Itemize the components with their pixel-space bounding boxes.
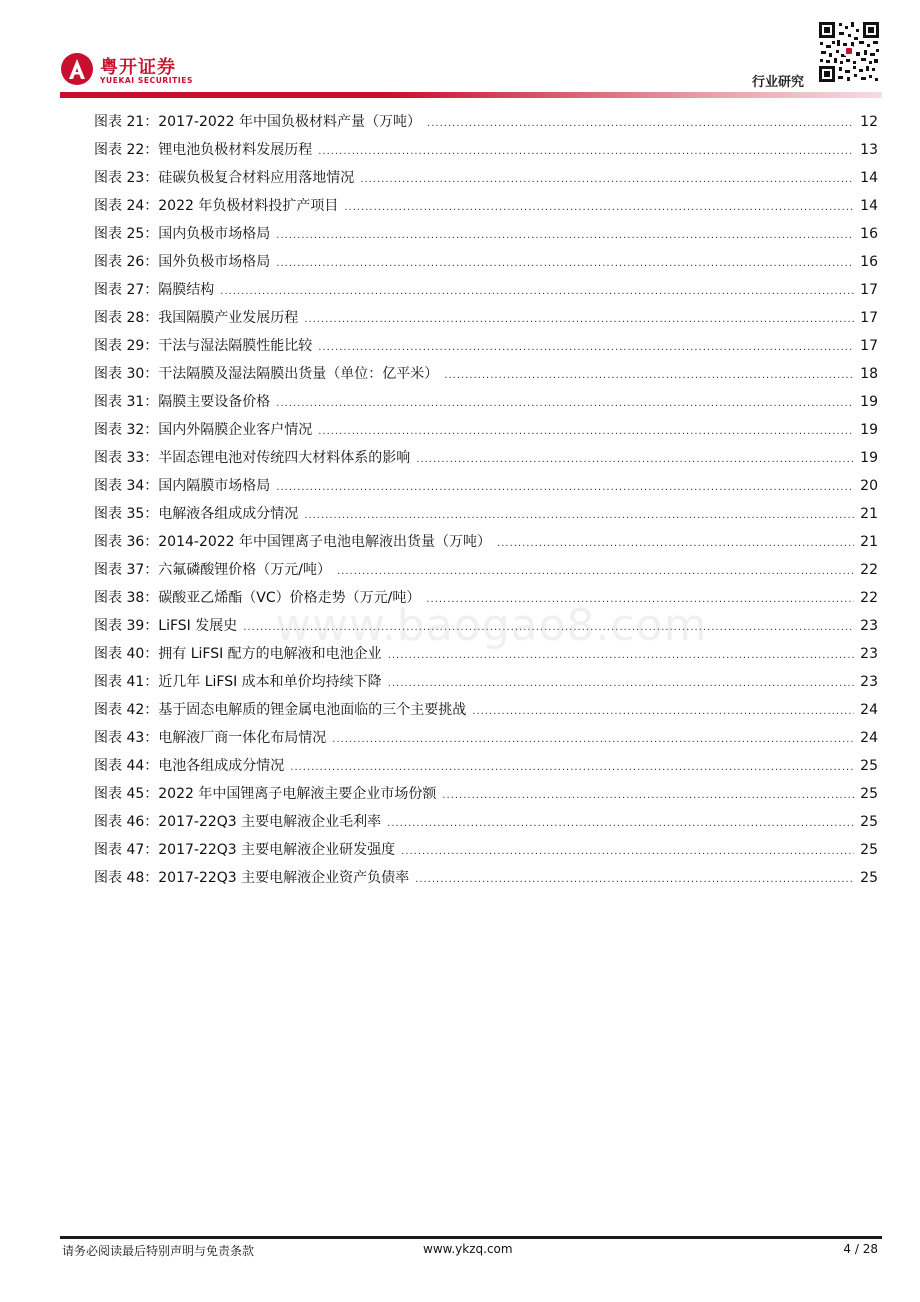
toc-dot-leader — [360, 166, 854, 194]
toc-entry-page[interactable]: 23 — [860, 674, 878, 690]
toc-dot-leader — [332, 726, 854, 754]
toc-entry-label[interactable]: 图表 37：六氟磷酸锂价格（万元/吨） — [94, 562, 331, 578]
toc-entry-page[interactable]: 16 — [860, 226, 878, 242]
toc-entry-page[interactable]: 25 — [860, 814, 878, 830]
toc-entry[interactable] — [94, 248, 878, 276]
section-tag: 行业研究 — [752, 75, 805, 90]
logo-english-name: YUEKAI SECURITIES — [100, 76, 193, 85]
toc-entry-label[interactable]: 图表 48：2017-22Q3 主要电解液企业资产负债率 — [94, 870, 410, 886]
toc-entry-page[interactable]: 19 — [860, 450, 878, 466]
toc-entry[interactable] — [94, 584, 878, 612]
toc-entry[interactable] — [94, 696, 878, 724]
toc-entry[interactable] — [94, 220, 878, 248]
toc-entry[interactable] — [94, 192, 878, 220]
toc-entry-label[interactable]: 图表 39：LiFSI 发展史 — [94, 618, 238, 634]
toc-entry[interactable] — [94, 864, 878, 892]
toc-entry[interactable] — [94, 528, 878, 556]
toc-dot-leader — [276, 474, 854, 502]
toc-entry-page[interactable]: 17 — [860, 338, 878, 354]
toc-entry-page[interactable]: 24 — [860, 702, 878, 718]
toc-dot-leader — [472, 698, 854, 726]
toc-entry-label[interactable]: 图表 21：2017-2022 年中国负极材料产量（万吨） — [94, 114, 422, 130]
table-of-figures — [94, 108, 878, 892]
toc-entry[interactable] — [94, 136, 878, 164]
toc-entry-label[interactable]: 图表 35：电解液各组成成分情况 — [94, 506, 299, 522]
toc-entry[interactable] — [94, 780, 878, 808]
toc-entry[interactable] — [94, 164, 878, 192]
toc-entry-page[interactable]: 14 — [860, 170, 878, 186]
toc-entry-label[interactable]: 图表 23：硅碳负极复合材料应用落地情况 — [94, 170, 355, 186]
toc-dot-leader — [388, 670, 854, 698]
toc-entry-label[interactable]: 图表 40：拥有 LiFSI 配方的电解液和电池企业 — [94, 646, 382, 662]
logo-chinese-name: 粤开证券 — [100, 57, 176, 78]
toc-dot-leader — [344, 194, 854, 222]
toc-entry[interactable] — [94, 416, 878, 444]
watermark: www.baogao8.com — [275, 600, 708, 651]
toc-dot-leader — [318, 418, 854, 446]
toc-entry-page[interactable]: 21 — [860, 534, 878, 550]
toc-entry-page[interactable]: 14 — [860, 198, 878, 214]
toc-entry-page[interactable]: 23 — [860, 618, 878, 634]
toc-entry-label[interactable]: 图表 42：基于固态电解质的锂金属电池面临的三个主要挑战 — [94, 702, 467, 718]
qr-code-icon — [817, 20, 881, 84]
toc-entry[interactable] — [94, 332, 878, 360]
toc-entry-page[interactable]: 23 — [860, 646, 878, 662]
toc-dot-leader — [318, 138, 854, 166]
toc-entry[interactable] — [94, 556, 878, 584]
toc-dot-leader — [388, 642, 854, 670]
toc-dot-leader — [243, 614, 854, 642]
toc-entry-page[interactable]: 25 — [860, 786, 878, 802]
toc-entry-label[interactable]: 图表 44：电池各组成成分情况 — [94, 758, 285, 774]
toc-entry-page[interactable]: 25 — [860, 842, 878, 858]
toc-dot-leader — [337, 558, 854, 586]
toc-dot-leader — [276, 390, 854, 418]
toc-entry-label[interactable]: 图表 24：2022 年负极材料投扩产项目 — [94, 198, 339, 214]
toc-entry[interactable] — [94, 472, 878, 500]
toc-entry-label[interactable]: 图表 45：2022 年中国锂离子电解液主要企业市场份额 — [94, 786, 437, 802]
toc-entry-label[interactable]: 图表 43：电解液厂商一体化布局情况 — [94, 730, 327, 746]
toc-entry-label[interactable]: 图表 30：干法隔膜及湿法隔膜出货量（单位：亿平米） — [94, 366, 439, 382]
toc-entry-page[interactable]: 19 — [860, 394, 878, 410]
toc-dot-leader — [427, 110, 854, 138]
toc-entry-label[interactable]: 图表 47：2017-22Q3 主要电解液企业研发强度 — [94, 842, 396, 858]
footer-divider — [60, 1236, 882, 1239]
toc-entry[interactable] — [94, 612, 878, 640]
toc-entry-label[interactable]: 图表 27：隔膜结构 — [94, 282, 215, 298]
toc-entry-page[interactable]: 22 — [860, 590, 878, 606]
page-number: 4 / 28 — [843, 1242, 878, 1256]
toc-entry[interactable] — [94, 360, 878, 388]
toc-entry-label[interactable]: 图表 29：干法与湿法隔膜性能比较 — [94, 338, 313, 354]
toc-dot-leader — [444, 362, 854, 390]
toc-dot-leader — [276, 222, 854, 250]
toc-dot-leader — [416, 446, 854, 474]
toc-entry[interactable] — [94, 808, 878, 836]
toc-entry-page[interactable]: 19 — [860, 422, 878, 438]
toc-entry[interactable] — [94, 836, 878, 864]
toc-entry-label[interactable]: 图表 34：国内隔膜市场格局 — [94, 478, 271, 494]
toc-entry-page[interactable]: 24 — [860, 730, 878, 746]
yuekai-logo-icon — [60, 52, 94, 86]
toc-entry[interactable] — [94, 276, 878, 304]
footer-website[interactable]: www.ykzq.com — [423, 1242, 513, 1256]
toc-entry-label[interactable]: 图表 46：2017-22Q3 主要电解液企业毛利率 — [94, 814, 382, 830]
toc-entry-label[interactable]: 图表 26：国外负极市场格局 — [94, 254, 271, 270]
toc-entry-page[interactable]: 17 — [860, 282, 878, 298]
toc-entry-page[interactable]: 21 — [860, 506, 878, 522]
toc-entry-label[interactable]: 图表 25：国内负极市场格局 — [94, 226, 271, 242]
toc-entry-page[interactable]: 18 — [860, 366, 878, 382]
toc-entry-label[interactable]: 图表 41：近几年 LiFSI 成本和单价均持续下降 — [94, 674, 382, 690]
toc-dot-leader — [318, 334, 854, 362]
toc-entry[interactable] — [94, 668, 878, 696]
toc-entry-label[interactable]: 图表 33：半固态锂电池对传统四大材料体系的影响 — [94, 450, 411, 466]
footer-disclaimer: 请务必阅读最后特别声明与免责条款 — [62, 1244, 255, 1258]
toc-dot-leader — [220, 278, 854, 306]
toc-dot-leader — [442, 782, 854, 810]
toc-entry-label[interactable]: 图表 32：国内外隔膜企业客户情况 — [94, 422, 313, 438]
toc-entry-page[interactable]: 25 — [860, 758, 878, 774]
toc-entry-label[interactable]: 图表 22：锂电池负极材料发展历程 — [94, 142, 313, 158]
toc-dot-leader — [497, 530, 854, 558]
toc-entry[interactable] — [94, 500, 878, 528]
company-logo — [60, 52, 210, 88]
toc-dot-leader — [387, 810, 854, 838]
toc-dot-leader — [276, 250, 854, 278]
toc-entry[interactable] — [94, 108, 878, 136]
toc-entry-page[interactable]: 22 — [860, 562, 878, 578]
toc-entry[interactable] — [94, 640, 878, 668]
toc-entry[interactable] — [94, 724, 878, 752]
toc-entry-page[interactable]: 12 — [860, 114, 878, 130]
toc-dot-leader — [304, 306, 854, 334]
toc-entry-page[interactable]: 13 — [860, 142, 878, 158]
toc-dot-leader — [401, 838, 854, 866]
toc-entry-page[interactable]: 17 — [860, 310, 878, 326]
header-divider — [60, 92, 882, 98]
toc-dot-leader — [426, 586, 854, 614]
toc-entry-label[interactable]: 图表 38：碳酸亚乙烯酯（VC）价格走势（万元/吨） — [94, 590, 421, 606]
toc-dot-leader — [304, 502, 854, 530]
toc-dot-leader — [415, 866, 854, 894]
toc-entry-label[interactable]: 图表 36：2014-2022 年中国锂离子电池电解液出货量（万吨） — [94, 534, 492, 550]
toc-entry-label[interactable]: 图表 28：我国隔膜产业发展历程 — [94, 310, 299, 326]
toc-dot-leader — [290, 754, 854, 782]
toc-entry-label[interactable]: 图表 31：隔膜主要设备价格 — [94, 394, 271, 410]
toc-entry[interactable] — [94, 304, 878, 332]
toc-entry-page[interactable]: 16 — [860, 254, 878, 270]
toc-entry[interactable] — [94, 388, 878, 416]
toc-entry-page[interactable]: 25 — [860, 870, 878, 886]
toc-entry-page[interactable]: 20 — [860, 478, 878, 494]
toc-entry[interactable] — [94, 752, 878, 780]
toc-entry[interactable] — [94, 444, 878, 472]
